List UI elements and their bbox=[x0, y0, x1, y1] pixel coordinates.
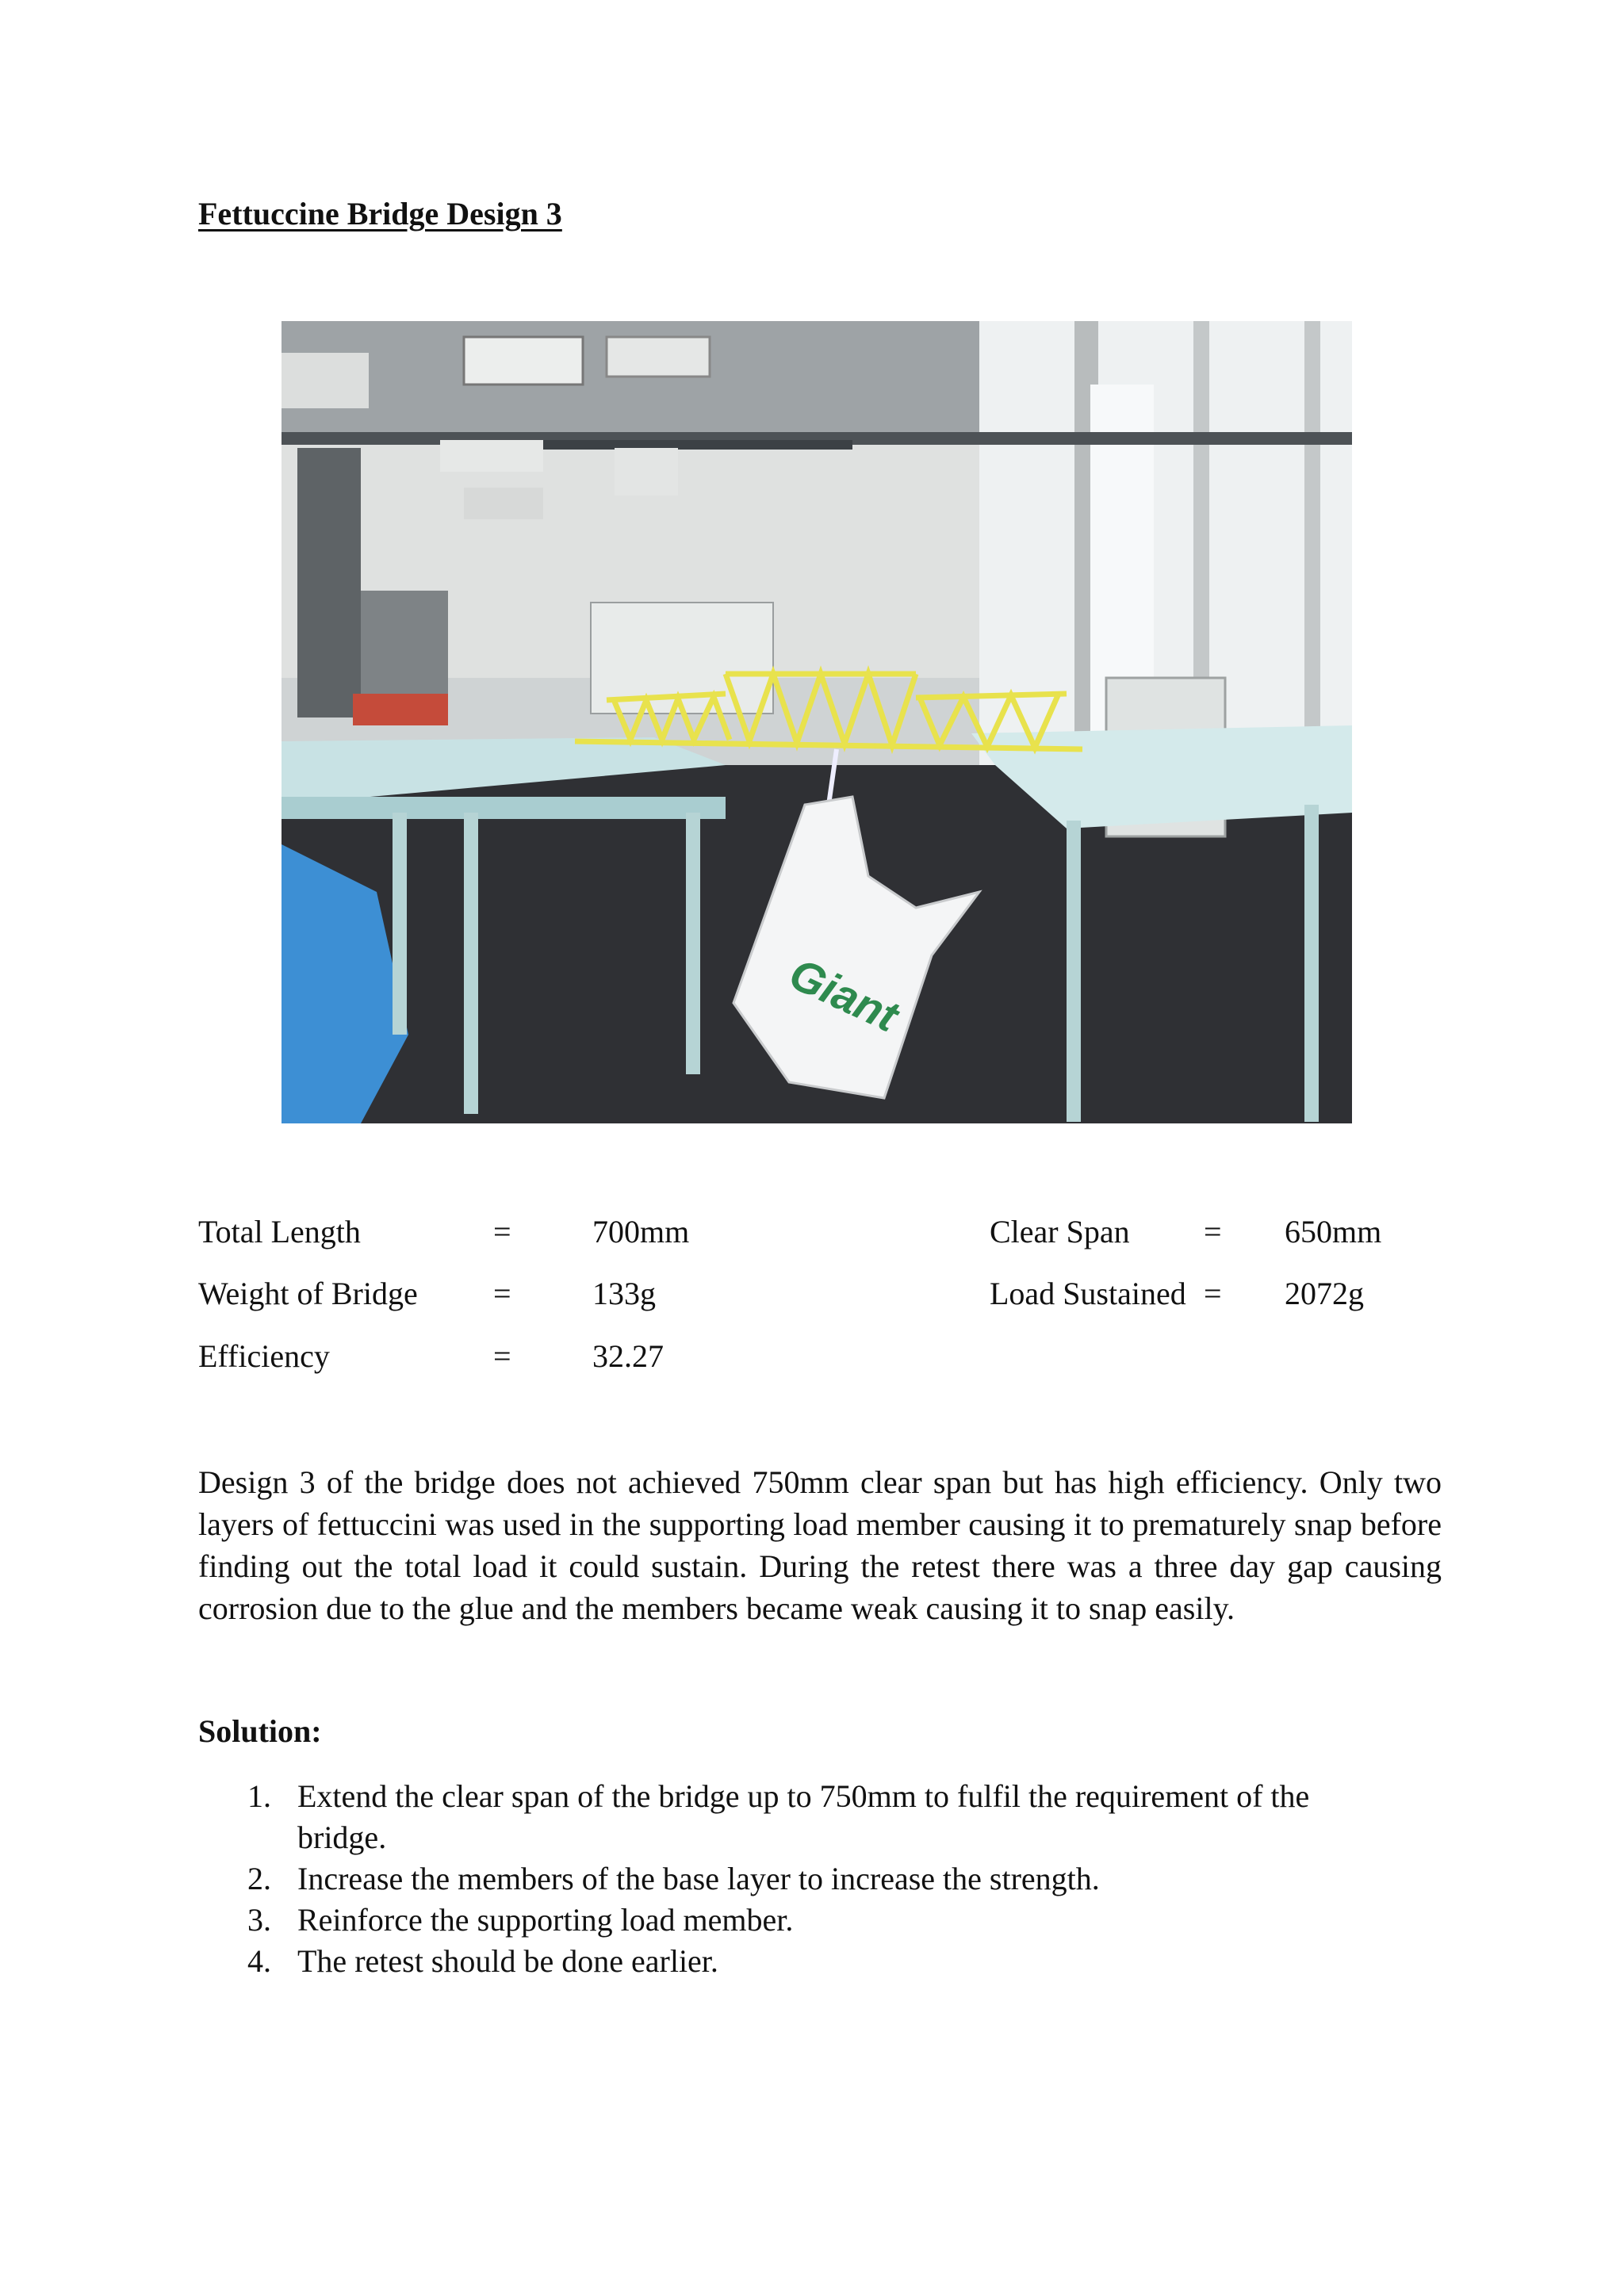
page-title: Fettuccine Bridge Design 3 bbox=[198, 196, 562, 232]
solution-list bbox=[198, 1776, 1348, 1982]
stat-label: Total Length bbox=[198, 1214, 361, 1249]
solution-heading: Solution: bbox=[198, 1713, 322, 1749]
bridge-photo bbox=[282, 321, 1352, 1123]
stat-value: 133g bbox=[592, 1276, 656, 1311]
stat-value: 32.27 bbox=[592, 1338, 664, 1374]
stat-label: Efficiency bbox=[198, 1338, 330, 1374]
stat-value-secondary: 650mm bbox=[1285, 1214, 1382, 1249]
stats-table bbox=[198, 1213, 1435, 1403]
stat-label-secondary: Load Sustained bbox=[990, 1276, 1186, 1311]
list-text: Extend the clear span of the bridge up to 750mm to fulfil the requirement of the bridge. bbox=[297, 1778, 1310, 1855]
list-text: Increase the members of the base layer to increase the strength. bbox=[297, 1861, 1100, 1896]
list-item bbox=[198, 1776, 1348, 1858]
list-item bbox=[198, 1900, 1348, 1941]
stat-row bbox=[198, 1337, 1435, 1385]
list-number: 4. bbox=[247, 1943, 271, 1979]
stat-row bbox=[198, 1213, 1435, 1261]
stat-equals: = bbox=[493, 1214, 511, 1249]
list-number: 3. bbox=[247, 1902, 271, 1938]
stat-value-secondary: 2072g bbox=[1285, 1276, 1364, 1311]
stat-label-secondary: Clear Span bbox=[990, 1214, 1130, 1249]
list-text: Reinforce the supporting load member. bbox=[297, 1902, 794, 1938]
discussion-paragraph: Design 3 of the bridge does not achieved 750mm clear span but has high efficiency. Only two layers of fettuccini was used in the supporting load member causing it to prematurely snap before finding out the total load it could sustain. During the retest there was a three day gap causing corrosion due to the glue and the members became weak causing it to snap easily. bbox=[198, 1464, 1442, 1626]
stat-value: 700mm bbox=[592, 1214, 690, 1249]
stat-equals-secondary: = bbox=[1204, 1214, 1222, 1249]
stat-equals: = bbox=[493, 1338, 511, 1374]
list-number: 2. bbox=[247, 1861, 271, 1896]
stat-label: Weight of Bridge bbox=[198, 1276, 418, 1311]
stat-equals-secondary: = bbox=[1204, 1276, 1222, 1311]
list-number: 1. bbox=[247, 1778, 271, 1814]
list-text: The retest should be done earlier. bbox=[297, 1943, 718, 1979]
list-item bbox=[198, 1858, 1348, 1900]
bag-logo-text: Giant bbox=[782, 947, 906, 1042]
stat-equals: = bbox=[493, 1276, 511, 1311]
list-item bbox=[198, 1941, 1348, 1982]
stat-row bbox=[198, 1275, 1435, 1322]
